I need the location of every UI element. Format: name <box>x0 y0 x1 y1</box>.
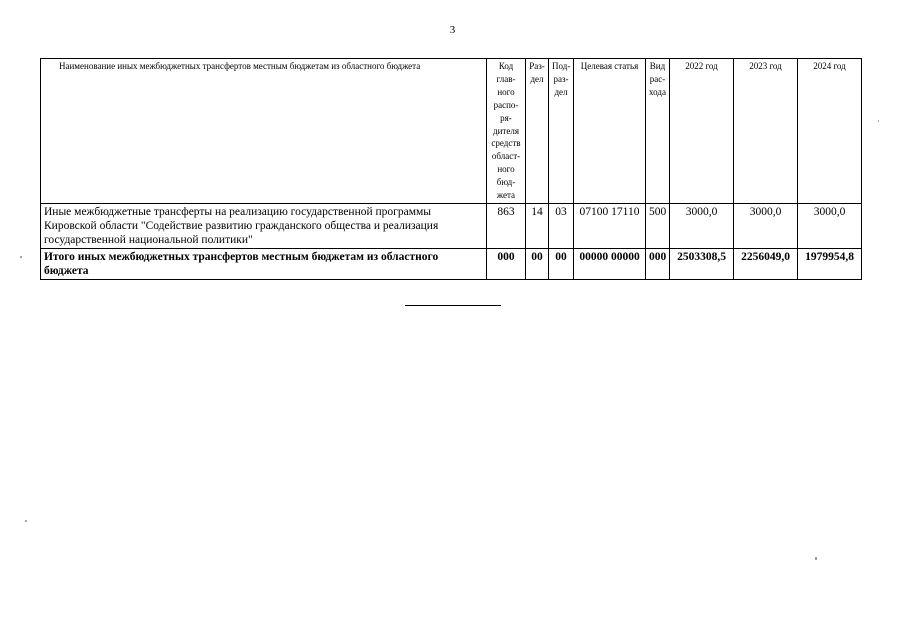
row-code: 863 <box>487 203 526 248</box>
scan-speck <box>25 520 27 522</box>
total-2024: 1979954,8 <box>798 248 862 279</box>
header-code: Код глав- ного распо- ря- дителя средств област- ного бюд- жета <box>487 59 526 204</box>
total-code: 000 <box>487 248 526 279</box>
row-target: 07100 17110 <box>574 203 646 248</box>
total-target: 00000 00000 <box>574 248 646 279</box>
row-name: Иные межбюджетные трансферты на реализацию государственной программы Кировской области "Содействие развитию гражданского общества и реализация государственной национальной политики" <box>41 203 487 248</box>
row-type: 500 <box>646 203 670 248</box>
row-2023: 3000,0 <box>734 203 798 248</box>
row-2024: 3000,0 <box>798 203 862 248</box>
scan-speck <box>20 256 22 258</box>
header-target: Целевая статья <box>574 59 646 204</box>
total-row <box>41 248 862 279</box>
table-header-row <box>41 59 862 204</box>
header-type: Вид рас- хода <box>646 59 670 204</box>
row-subsection: 03 <box>549 203 574 248</box>
row-2022: 3000,0 <box>670 203 734 248</box>
header-2024: 2024 год <box>798 59 862 204</box>
end-rule <box>405 305 501 306</box>
total-2023: 2256049,0 <box>734 248 798 279</box>
header-section: Раз- дел <box>526 59 549 204</box>
header-name: Наименование иных межбюджетных трансфертов местным бюджетам из областного бюджета <box>41 59 487 204</box>
header-subsection: Под- раз- дел <box>549 59 574 204</box>
total-name: Итого иных межбюджетных трансфертов местным бюджетам из областного бюджета <box>41 248 487 279</box>
row-section: 14 <box>526 203 549 248</box>
scan-speck <box>878 120 879 122</box>
header-2022: 2022 год <box>670 59 734 204</box>
total-2022: 2503308,5 <box>670 248 734 279</box>
header-2023: 2023 год <box>734 59 798 204</box>
table-row <box>41 203 862 248</box>
total-section: 00 <box>526 248 549 279</box>
scan-speck <box>815 557 817 560</box>
total-subsection: 00 <box>549 248 574 279</box>
transfers-table <box>40 58 862 280</box>
page-number: 3 <box>449 24 456 36</box>
total-type: 000 <box>646 248 670 279</box>
